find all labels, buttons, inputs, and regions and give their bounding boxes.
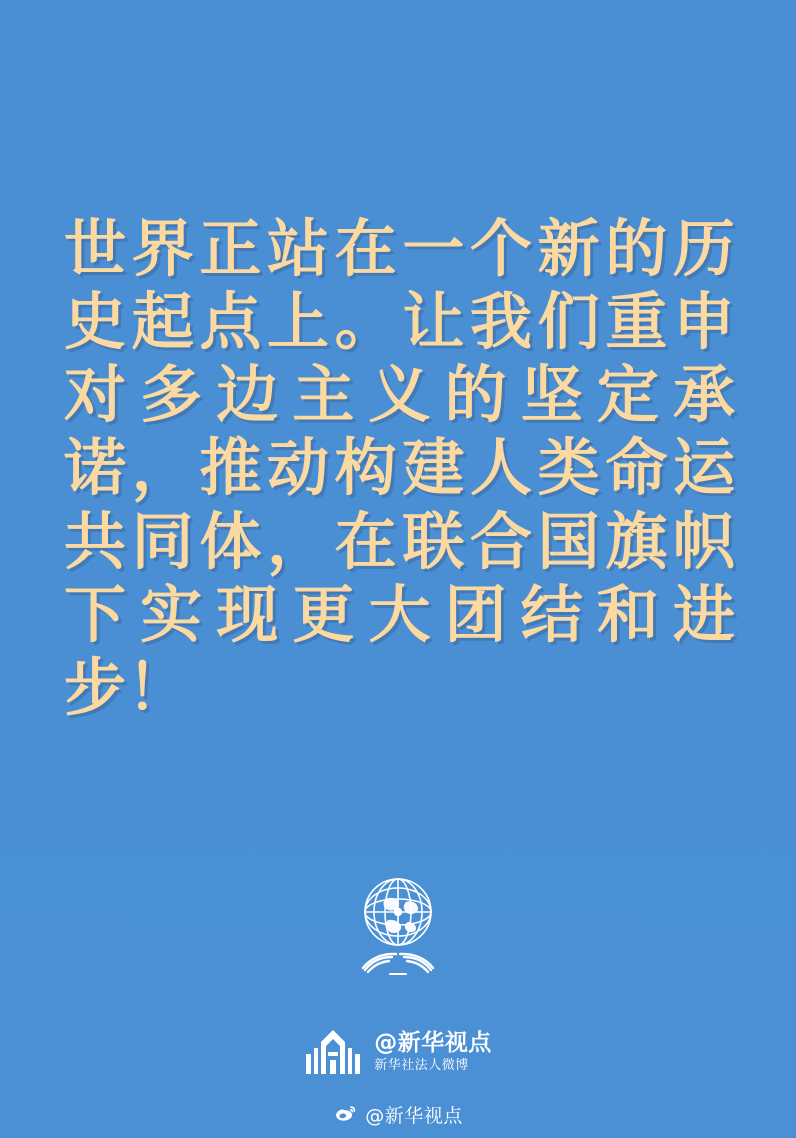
brand-name: @新华视点 xyxy=(374,1030,492,1057)
brand-subtitle: 新华社法人微博 xyxy=(374,1057,469,1073)
brand-container xyxy=(0,1028,796,1076)
weibo-icon xyxy=(333,1103,357,1127)
xinhua-logo-icon xyxy=(304,1028,362,1076)
quote-text: 世界正站在一个新的历史起点上。让我们重申对多边主义的坚定承诺，推动构建人类命运共同体，在联合国旗帜下实现更大团结和进步！ xyxy=(64,212,736,724)
weibo-footer[interactable] xyxy=(0,1101,796,1128)
united-nations-emblem-icon xyxy=(334,862,462,980)
emblem-container xyxy=(0,862,796,980)
weibo-handle: @新华视点 xyxy=(365,1105,463,1127)
quote-area xyxy=(64,212,736,724)
brand-text-block xyxy=(374,1030,492,1073)
